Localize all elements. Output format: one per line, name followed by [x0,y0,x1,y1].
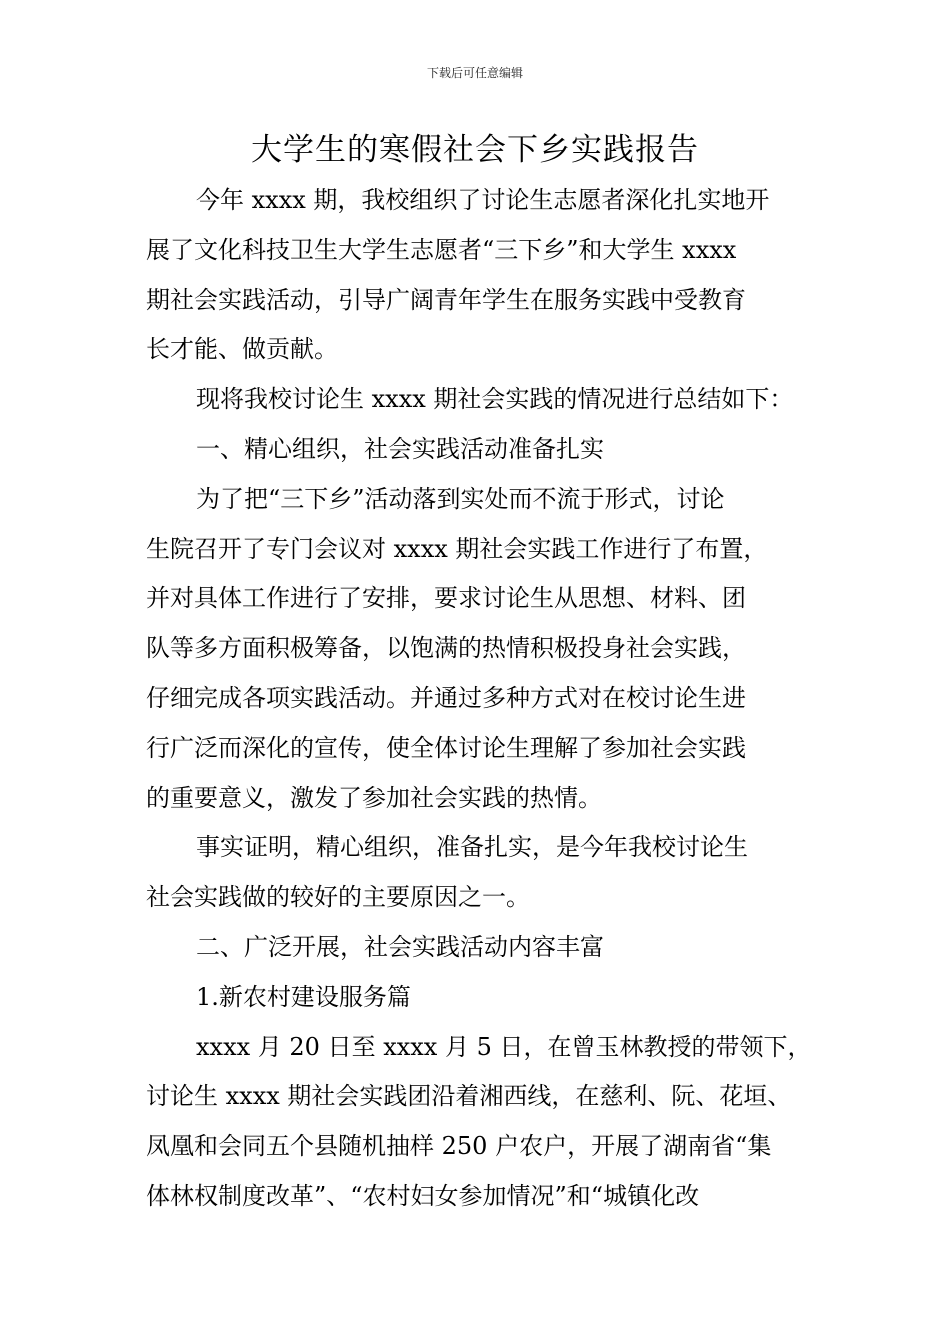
text-line: 并对具体工作进行了安排，要求讨论生从思想、材料、团 [146,584,746,613]
text-line: 现将我校讨论生 xxxx 期社会实践的情况进行总结如下： [196,385,794,414]
header-note: 下载后可任意编辑 [426,66,523,80]
body-text [146,176,811,1222]
text-line: 讨论生 xxxx 期社会实践团沿着湘西线，在慈利、阮、花垣、 [146,1082,792,1111]
section-heading: 一、精心组织，社会实践活动准备扎实 [196,434,604,463]
document-title: 大学生的寒假社会下乡实践报告 [251,132,699,168]
text-line: 社会实践做的较好的主要原因之一。 [146,883,530,912]
text-line: 长才能、做贡献。 [146,335,338,364]
text-line: 期社会实践活动，引导广阔青年学生在服务实践中受教育 [146,285,746,314]
text-line: 为了把“三下乡”活动落到实处而不流于形式，讨论 [196,484,725,513]
text-line: 生院召开了专门会议对 xxxx 期社会实践工作进行了布置， [146,534,768,563]
text-line: 体林权制度改革”、“农村妇女参加情况”和“城镇化改 [146,1181,700,1210]
text-line: 仔细完成各项实践活动。并通过多种方式对在校讨论生进 [146,683,746,712]
text-line: 今年 xxxx 期，我校组织了讨论生志愿者深化扎实地开 [196,186,770,214]
text-line: 凤凰和会同五个县随机抽样 250 户农户，开展了湖南省“集 [146,1132,772,1161]
section-heading: 二、广泛开展，社会实践活动内容丰富 [196,932,604,961]
subsection-heading: 1.新农村建设服务篇 [196,982,411,1011]
text-line: xxxx 月 20 日至 xxxx 月 5 日，在曾玉林教授的带领下， [196,1032,812,1061]
text-line: 行广泛而深化的宣传，使全体讨论生理解了参加社会实践 [146,733,746,762]
text-line: 事实证明，精心组织，准备扎实，是今年我校讨论生 [196,833,748,862]
text-line: 展了文化科技卫生大学生志愿者“三下乡”和大学生 xxxx [146,235,737,264]
text-line: 队等多方面积极筹备，以饱满的热情积极投身社会实践， [146,634,746,663]
text-line: 的重要意义，激发了参加社会实践的热情。 [146,783,602,812]
